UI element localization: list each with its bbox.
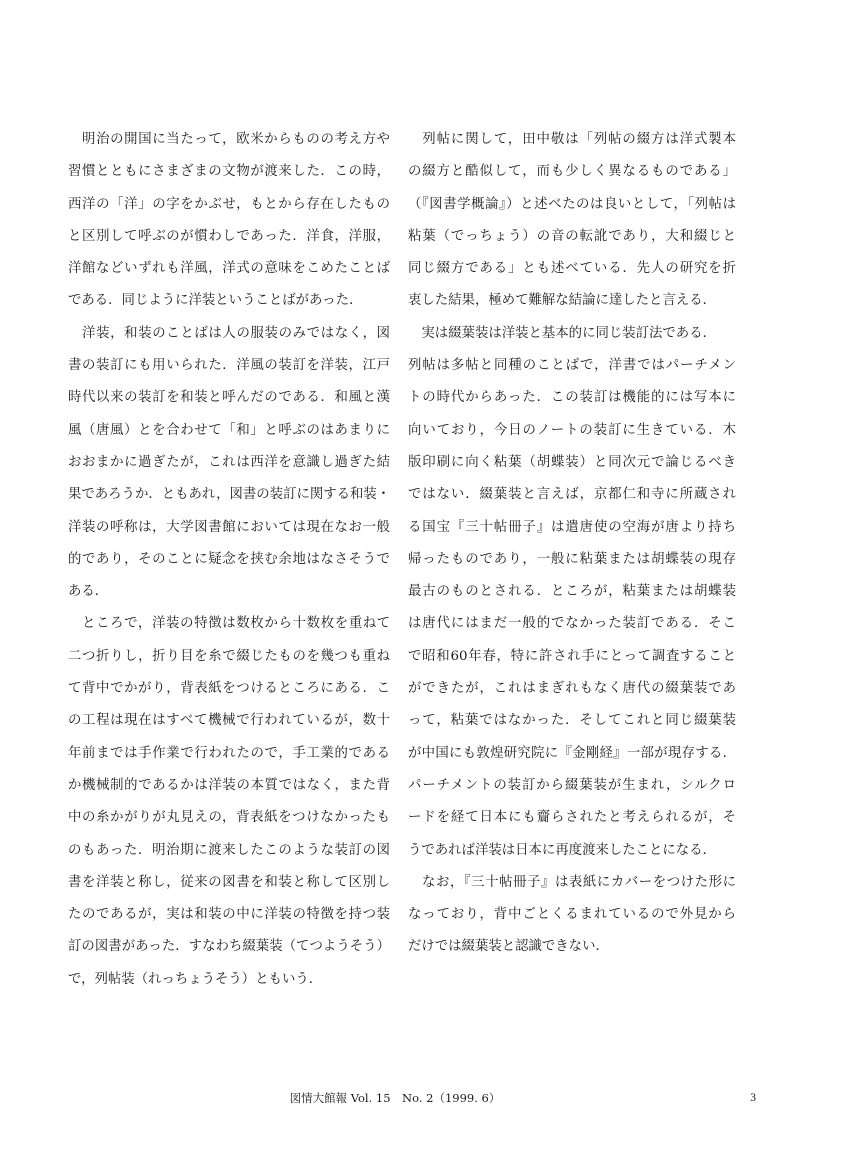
text-line: 洋装，和装のことばは人の服装のみではなく，図 xyxy=(68,325,390,341)
text-line: 習慣とともにさまざまの文物が渡来した．この時， xyxy=(68,164,390,180)
text-line: おおまかに過ぎたが，これは西洋を意識し過ぎた結 xyxy=(68,454,390,470)
text-line: である．同じように洋装ということばがあった． xyxy=(68,293,363,309)
text-line: だけでは綴葉装と認識できない． xyxy=(408,939,609,955)
text-line: で昭和60年春，特に許され手にとって調査すること xyxy=(408,648,736,664)
left-column xyxy=(68,124,390,996)
text-line: 洋装の呼称は，大学図書館においては現在なお一般 xyxy=(68,519,390,535)
text-line: 同じ綴方である」とも述べている．先人の研究を折 xyxy=(408,261,736,277)
page-number: 3 xyxy=(750,1092,756,1104)
text-line: 西洋の「洋」の字をかぶせ，もとから存在したもの xyxy=(68,196,390,212)
text-line: 最古のものとされる．ところが，粘葉または胡蝶装 xyxy=(408,584,736,600)
text-line: なお，『三十帖冊子』は表紙にカバーをつけた形に xyxy=(408,874,736,890)
text-line: ができたが，これはまぎれもなく唐代の綴葉装であ xyxy=(408,681,736,697)
text-line: 版印刷に向く粘葉（胡蝶装）と同次元で論じるべき xyxy=(408,454,736,470)
text-line: 書の装訂にも用いられた．洋風の装訂を洋装，江戸 xyxy=(68,358,390,374)
text-line: 訂の図書があった．すなわち綴葉装（てつようそう） xyxy=(68,939,390,955)
text-line: 列帖は多帖と同種のことばで，洋書ではパーチメン xyxy=(408,358,736,374)
text-line: 明治の開国に当たって，欧米からものの考え方や xyxy=(68,132,390,147)
text-line: 年前までは手作業で行われたので，手工業的である xyxy=(68,745,390,761)
text-line: って，粘葉ではなかった．そしてこれと同じ綴葉装 xyxy=(408,713,736,729)
text-line: て背中でかがり，背表紙をつけるところにある．こ xyxy=(68,681,390,697)
text-line: 向いており，今日のノートの装訂に生きている．木 xyxy=(408,422,736,438)
text-line: る国宝『三十帖冊子』は遣唐使の空海が唐より持ち xyxy=(408,519,736,535)
text-line: のもあった．明治期に渡来したこのような装訂の図 xyxy=(68,842,390,858)
text-line: 的であり，そのことに疑念を挟む余地はなさそうで xyxy=(68,551,390,567)
footer-journal-citation: 図情大館報 Vol. 15 No. 2（1999. 6） xyxy=(289,1091,501,1105)
text-line: 洋館などいずれも洋風，洋式の意味をこめたことば xyxy=(68,261,390,277)
text-line: ではない．綴葉装と言えば，京都仁和寺に所蔵され xyxy=(408,487,736,503)
text-line: 帰ったものであり，一般に粘葉または胡蝶装の現存 xyxy=(408,551,736,567)
text-line: の工程は現在はすべて機械で行われているが，数十 xyxy=(68,713,390,729)
text-line: ある． xyxy=(68,584,109,600)
text-line: 実は綴葉装は洋装と基本的に同じ装訂法である． xyxy=(408,325,716,341)
text-line: たのであるが，実は和装の中に洋装の特徴を持つ装 xyxy=(68,907,390,923)
text-line: （『図書学概論』）と述べたのは良いとして，「列帖は xyxy=(408,196,736,212)
text-line: 風（唐風）とを合わせて「和」と呼ぶのはあまりに xyxy=(68,422,390,438)
text-line: 中の糸かがりが丸見えの，背表紙をつけなかったも xyxy=(68,810,390,826)
text-line: なっており，背中ごとくるまれているので外見から xyxy=(408,907,736,923)
text-line: は唐代にはまだ一般的でなかった装訂である．そこ xyxy=(408,616,736,632)
text-line: の綴方と酷似して，而も少しく異なるものである」 xyxy=(408,164,736,180)
text-line: と区別して呼ぶのが慣わしであった．洋食，洋服， xyxy=(68,228,390,244)
text-line: ところで，洋装の特徴は数枚から十数枚を重ねて xyxy=(68,616,390,632)
text-line: うであれば洋装は日本に再度渡来したことになる． xyxy=(408,842,716,858)
text-line: パーチメントの装訂から綴葉装が生まれ，シルクロ xyxy=(408,777,736,793)
text-line: か機械制的であるかは洋装の本質ではなく，また背 xyxy=(68,777,390,793)
text-line: 果であろうか．ともあれ，図書の装訂に関する和装・ xyxy=(68,487,390,503)
text-line: 粘葉（でっちょう）の音の転訛であり，大和綴じと xyxy=(408,228,736,244)
text-line: で，列帖装（れっちょうそう）ともいう． xyxy=(68,971,323,987)
right-column xyxy=(408,124,736,964)
text-line: 時代以来の装訂を和装と呼んだのである．和風と漢 xyxy=(68,390,390,406)
text-line: ードを経て日本にも齎らされたと考えられるが，そ xyxy=(408,810,736,826)
text-line: 書を洋装と称し，従来の図書を和装と称して区別し xyxy=(68,874,390,890)
text-line: トの時代からあった．この装訂は機能的には写本に xyxy=(408,390,736,406)
text-line: 列帖に関して，田中敬は「列帖の綴方は洋式製本 xyxy=(408,132,736,147)
text-line: 二つ折りし，折り目を糸で綴じたものを幾つも重ね xyxy=(68,648,390,664)
text-line: が中国にも敦煌研究院に『金剛経』一部が現存する． xyxy=(408,745,736,761)
text-line: 衷した結果，極めて難解な結論に達したと言える． xyxy=(408,293,716,309)
